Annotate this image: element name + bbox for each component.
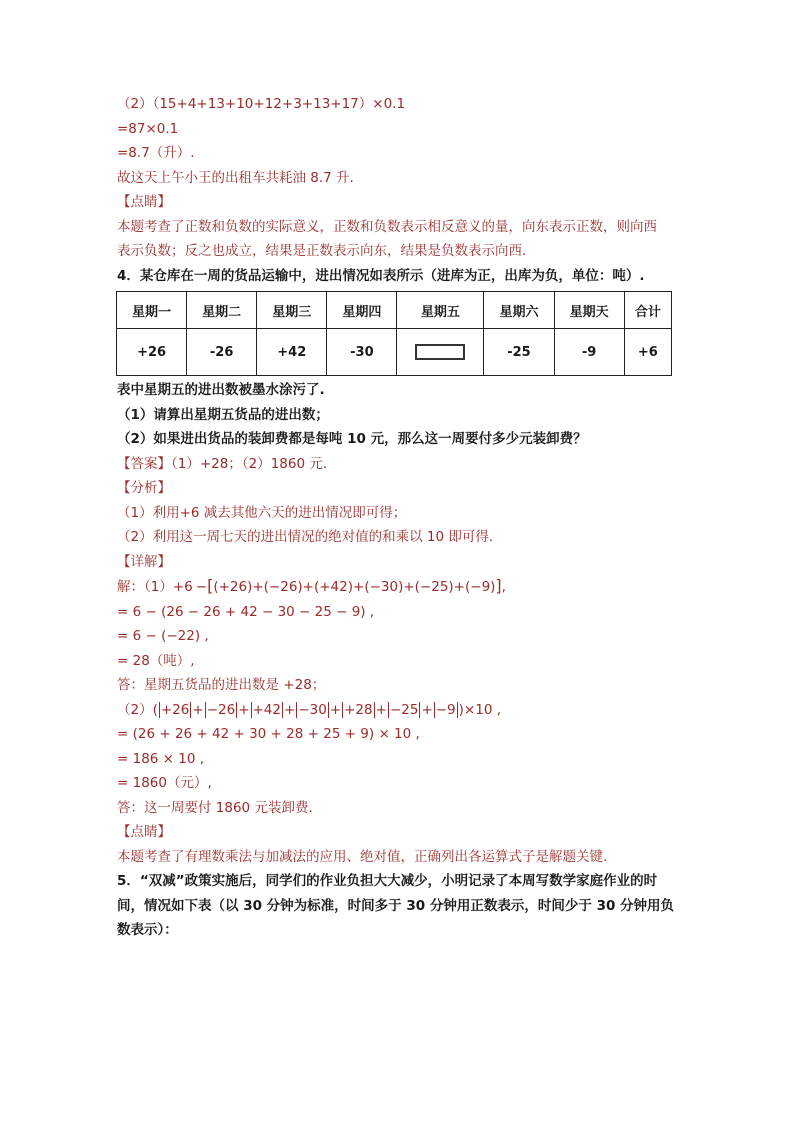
table-cell: -25 xyxy=(484,329,554,376)
detail-expression: 解：（1）+6 −[(+26)+(−26)+(+42)+(−30)+(−25)+(−9)], xyxy=(117,576,506,595)
document-page xyxy=(117,92,677,943)
table-header-cell: 合计 xyxy=(624,292,671,329)
analysis-tag: 【分析】 xyxy=(117,480,171,496)
detail-step: = (26 + 26 + 42 + 30 + 28 + 25 + 9) × 10 , xyxy=(117,726,420,742)
question-4-sub2: （2）如果进出货品的装卸费都是每吨 10 元，那么这一周要付多少元装卸费？ xyxy=(117,431,587,447)
table-cell: -26 xyxy=(187,329,257,376)
table-header-cell: 星期一 xyxy=(117,292,187,329)
expression-suffix: ×10 , xyxy=(463,701,502,718)
table-cell: +42 xyxy=(257,329,327,376)
solution-line: =8.7（升）. xyxy=(117,145,195,161)
table-cell: +6 xyxy=(624,329,671,376)
detail-tag: 【详解】 xyxy=(117,553,171,570)
solution-line: （2）（15+4+13+10+12+3+13+17）×0.1 xyxy=(117,96,406,112)
answer-value: +28 xyxy=(199,455,229,472)
abs-term: −25 xyxy=(389,701,419,718)
ink-stain-cell xyxy=(397,329,484,376)
abs-term: +42 xyxy=(252,701,281,718)
detail-answer: 答：星期五货品的进出数是 +28； xyxy=(117,677,326,693)
abs-term: +26 xyxy=(160,701,190,718)
expression-body: (+26)+(−26)+(+42)+(−30)+(−25)+(−9) xyxy=(213,579,496,595)
ink-stain xyxy=(415,344,465,360)
expression-prefix: 解：（1）+6 xyxy=(117,579,193,595)
table-cell: -9 xyxy=(554,329,624,376)
dianjing-tag: 【点睛】 xyxy=(117,824,171,840)
goods-table xyxy=(116,291,672,376)
table-cell: -30 xyxy=(327,329,397,376)
analysis-text: （2）利用这一周七天的进出情况的绝对值的和乘以 10 即可得. xyxy=(117,529,494,545)
dianjing-text: 表示负数；反之也成立，结果是正数表示向东，结果是负数表示向西. xyxy=(117,243,527,259)
question-5-stem: 间，情况如下表（以 30 分钟为标准，时间多于 30 分钟用正数表示，时间少于 30 分钟用负 xyxy=(117,897,675,914)
solution-line: =87×0.1 xyxy=(117,120,179,137)
table-header-cell: 星期三 xyxy=(257,292,327,329)
abs-term: −9 xyxy=(435,701,456,718)
dianjing-text: 本题考查了正数和负数的实际意义，正数和负数表示相反意义的量，向东表示正数，则向西 xyxy=(117,218,657,235)
table-header-cell: 星期六 xyxy=(484,292,554,329)
abs-term: −26 xyxy=(206,701,236,718)
table-header-row xyxy=(117,292,672,329)
answer-line xyxy=(117,452,677,477)
answer-part: ；（2） xyxy=(228,455,271,472)
answer-part: 元. xyxy=(305,455,328,472)
analysis-text: （1）利用+6 减去其他六天的进出情况即可得； xyxy=(117,504,407,521)
detail-step: = 6 − (−22) , xyxy=(117,628,209,644)
table-header-cell: 星期五 xyxy=(397,292,484,329)
question-4-stem: 4．某仓库在一周的货品运输中，进出情况如表所示（进库为正，出库为负，单位：吨）. xyxy=(117,267,645,284)
abs-expression: （2）( +26 + −26 + +42 + −30 + +28 + −25 + −9 )×10 , xyxy=(117,701,502,718)
answer-value: 1860 xyxy=(270,455,306,472)
answer-part: （1） xyxy=(171,455,200,472)
dianjing-tag: 【点睛】 xyxy=(117,194,171,210)
question-4-note: 表中星期五的进出数被墨水涂污了. xyxy=(117,382,325,398)
detail-step: = 6 − (26 − 26 + 42 − 30 − 25 − 9) , xyxy=(117,603,375,620)
detail-step: = 28（吨）, xyxy=(117,652,195,669)
question-4-sub1: （1）请算出星期五货品的进出数； xyxy=(117,406,329,423)
detail-step: = 186 × 10 , xyxy=(117,750,205,767)
table-header-cell: 星期二 xyxy=(187,292,257,329)
table-header-cell: 星期天 xyxy=(554,292,624,329)
conclusion-line: 故这天上午小王的出租车共耗油 8.7 升. xyxy=(117,169,354,186)
expression-prefix: （2） xyxy=(117,701,153,718)
answer-tag: 【答案】 xyxy=(117,455,171,472)
table-value-row xyxy=(117,329,672,376)
abs-term: +28 xyxy=(344,701,373,718)
question-5-stem: 5．“双减”政策实施后，同学们的作业负担大大减少，小明记录了本周写数学家庭作业的时 xyxy=(117,873,658,889)
detail-step: = 1860（元）, xyxy=(117,775,212,791)
table-cell: +26 xyxy=(117,329,187,376)
dianjing-text: 本题考查了有理数乘法与加减法的应用、绝对值，正确列出各运算式子是解题关键. xyxy=(117,848,608,865)
question-5-stem: 数表示）： xyxy=(117,922,178,938)
table-header-cell: 星期四 xyxy=(327,292,397,329)
abs-term: −30 xyxy=(298,701,327,718)
detail-answer: 答：这一周要付 1860 元装卸费. xyxy=(117,799,313,816)
